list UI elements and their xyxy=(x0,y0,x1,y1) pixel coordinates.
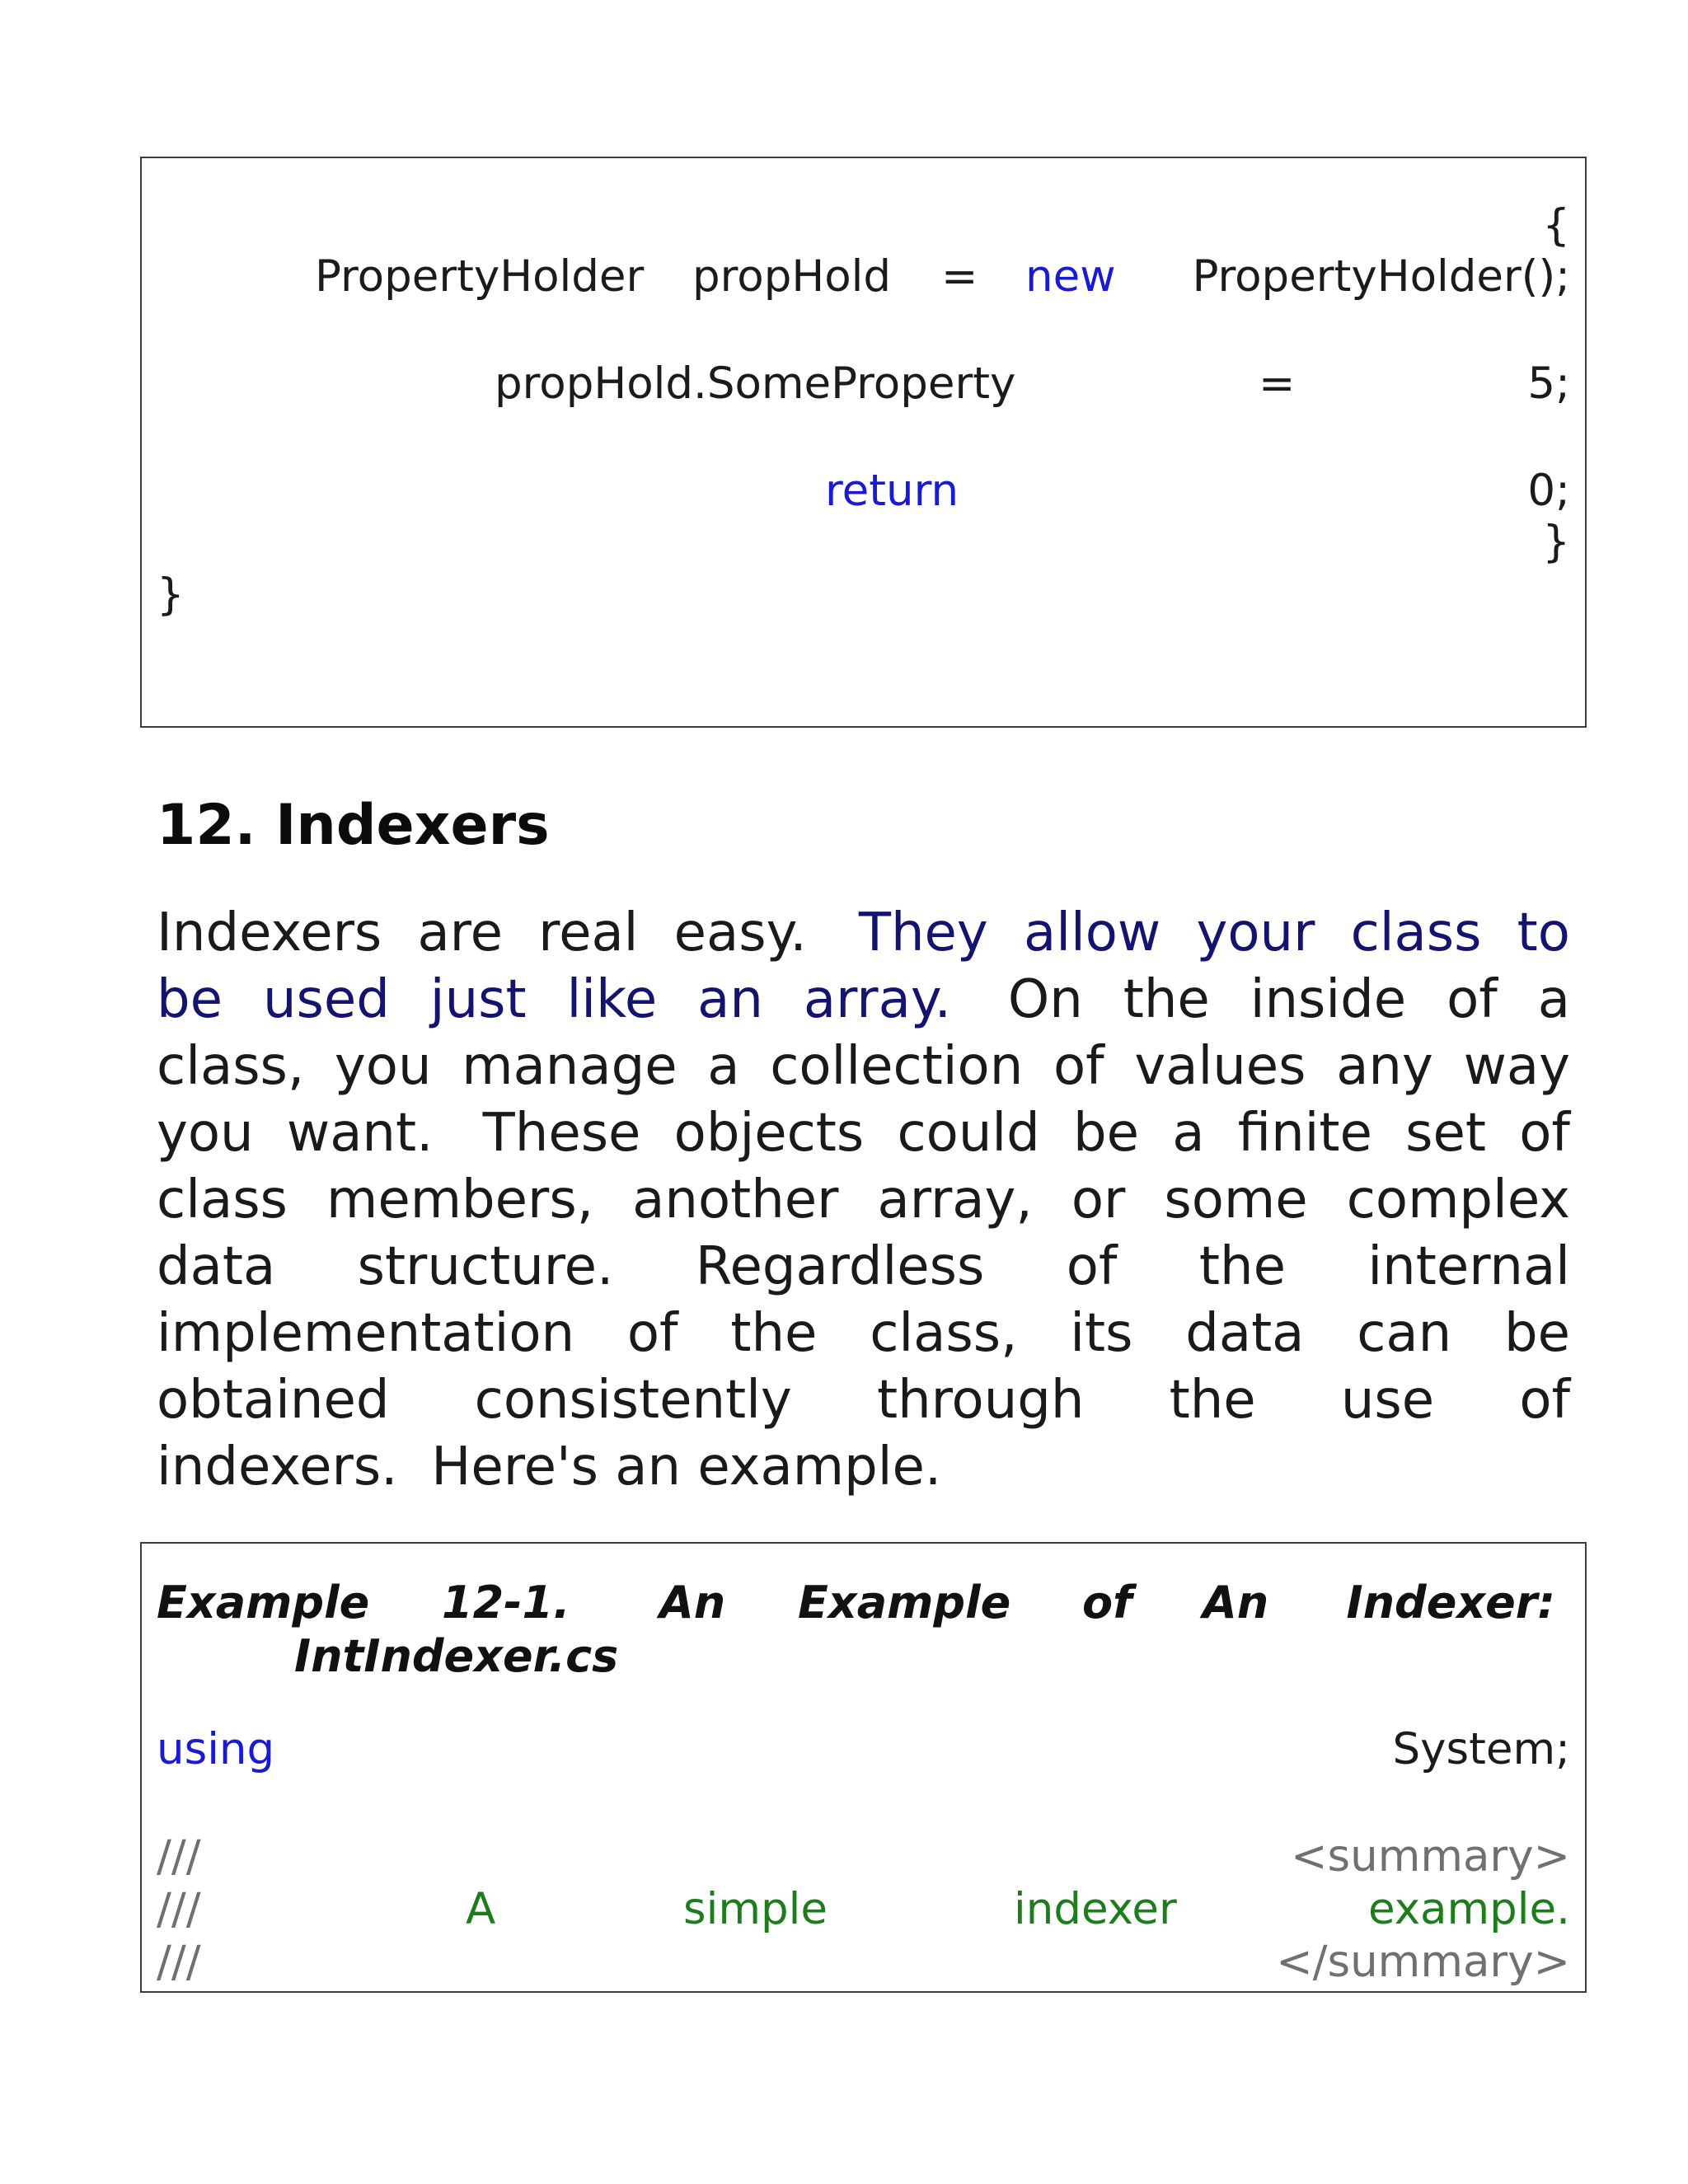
highlighted-word: your xyxy=(1196,902,1315,963)
word: consistently xyxy=(474,1370,792,1431)
example-filename: IntIndexer.cs xyxy=(294,1630,619,1682)
highlighted-word: allow xyxy=(1023,902,1161,963)
highlighted-word: class xyxy=(1350,902,1482,963)
code-keyword: using xyxy=(157,1724,275,1774)
word: could xyxy=(897,1103,1040,1164)
word: indexers. Here's an example. xyxy=(157,1436,942,1497)
example-title-word: Indexer: xyxy=(1346,1577,1555,1629)
code-box-indexer-example xyxy=(140,1542,1587,1993)
code-comment-text: simple xyxy=(683,1884,828,1934)
word: On xyxy=(1007,969,1083,1030)
example-title-word: Example xyxy=(798,1577,1011,1629)
example-title-word: An xyxy=(659,1577,726,1629)
word: manage xyxy=(462,1036,678,1097)
word: obtained xyxy=(157,1370,390,1431)
word: of xyxy=(626,1303,678,1364)
word: way xyxy=(1463,1036,1570,1097)
word: of xyxy=(1519,1370,1570,1431)
word: some xyxy=(1164,1169,1308,1230)
code-comment-text: A xyxy=(466,1884,496,1934)
word: any xyxy=(1336,1036,1433,1097)
highlighted-word: just xyxy=(429,969,527,1030)
code-token: 0; xyxy=(1527,466,1570,516)
code-open-brace: { xyxy=(1542,200,1570,251)
word: a xyxy=(1172,1103,1205,1164)
word: are xyxy=(417,902,503,963)
paragraph-line xyxy=(157,1033,1570,1100)
word: collection xyxy=(770,1036,1024,1097)
word: array, xyxy=(877,1169,1033,1230)
example-title-word: 12-1. xyxy=(442,1577,570,1629)
paragraph-line xyxy=(157,1434,1570,1501)
paragraph-line xyxy=(157,1234,1570,1301)
paragraph-line xyxy=(157,1100,1570,1167)
example-title-word: of xyxy=(1082,1577,1132,1629)
word: data xyxy=(157,1236,276,1297)
word: of xyxy=(1519,1103,1570,1164)
word: be xyxy=(1073,1103,1140,1164)
code-token: PropertyHolder(); xyxy=(1192,251,1570,302)
word: you xyxy=(157,1103,254,1164)
highlighted-word: They xyxy=(858,902,988,963)
paragraph-line xyxy=(157,1167,1570,1234)
word: inside xyxy=(1250,969,1407,1030)
word: of xyxy=(1447,969,1498,1030)
word: class, xyxy=(870,1303,1018,1364)
word: real xyxy=(538,902,639,963)
word: set xyxy=(1405,1103,1486,1164)
code-close-brace: } xyxy=(157,569,185,620)
word: members, xyxy=(326,1169,594,1230)
word: internal xyxy=(1367,1236,1570,1297)
code-token: PropertyHolder xyxy=(315,251,645,302)
highlighted-word: used xyxy=(262,969,390,1030)
word: the xyxy=(1198,1236,1286,1297)
word: implementation xyxy=(157,1303,575,1364)
word: values xyxy=(1134,1036,1306,1097)
word: through xyxy=(876,1370,1085,1431)
code-comment-tag: </summary> xyxy=(1276,1937,1570,1987)
word: complex xyxy=(1346,1169,1570,1230)
word: the xyxy=(730,1303,818,1364)
highlighted-word: to xyxy=(1517,902,1570,963)
code-token: System; xyxy=(1392,1724,1570,1774)
code-comment-marker: /// xyxy=(157,1831,201,1882)
paragraph-line xyxy=(157,967,1570,1033)
code-token: propHold xyxy=(692,251,891,302)
code-comment-marker: /// xyxy=(157,1884,201,1934)
word: another xyxy=(632,1169,839,1230)
code-close-brace: } xyxy=(1542,517,1570,567)
example-title-word: Example xyxy=(157,1577,370,1629)
word: of xyxy=(1066,1236,1118,1297)
word: structure. xyxy=(357,1236,614,1297)
section-heading: 12. Indexers xyxy=(157,793,550,858)
code-comment-text: example. xyxy=(1368,1884,1570,1934)
word: be xyxy=(1503,1303,1570,1364)
word: can xyxy=(1357,1303,1452,1364)
word: its xyxy=(1070,1303,1133,1364)
word: want. xyxy=(286,1103,434,1164)
word: use xyxy=(1340,1370,1435,1431)
word: you xyxy=(334,1036,432,1097)
code-box-property-example xyxy=(140,157,1587,728)
word: class xyxy=(157,1169,288,1230)
word: a xyxy=(1537,969,1570,1030)
word: These xyxy=(482,1103,641,1164)
word: data xyxy=(1185,1303,1305,1364)
paragraph-line xyxy=(157,1301,1570,1367)
code-comment-tag: <summary> xyxy=(1291,1831,1570,1882)
highlighted-word: array. xyxy=(803,969,951,1030)
word: Regardless xyxy=(695,1236,985,1297)
code-comment-marker: /// xyxy=(157,1937,201,1987)
code-token: 5; xyxy=(1527,359,1570,409)
code-comment-text: indexer xyxy=(1014,1884,1177,1934)
word: easy. xyxy=(673,902,807,963)
word: Indexers xyxy=(157,902,382,963)
word: the xyxy=(1123,969,1210,1030)
word: finite xyxy=(1237,1103,1372,1164)
word: or xyxy=(1071,1169,1126,1230)
code-token: = xyxy=(941,251,978,302)
highlighted-word: an xyxy=(697,969,763,1030)
paragraph-line xyxy=(157,1367,1570,1434)
paragraph-line xyxy=(157,900,1570,967)
code-token: = xyxy=(1259,359,1296,409)
word: a xyxy=(707,1036,740,1097)
highlighted-word: like xyxy=(566,969,658,1030)
highlighted-word: be xyxy=(157,969,223,1030)
word: the xyxy=(1169,1370,1256,1431)
word: objects xyxy=(673,1103,865,1164)
code-keyword: return xyxy=(825,466,959,516)
example-title-word: An xyxy=(1203,1577,1269,1629)
code-token: propHold.SomeProperty xyxy=(495,359,1016,409)
word: class, xyxy=(157,1036,305,1097)
word: of xyxy=(1053,1036,1104,1097)
code-keyword: new xyxy=(1025,251,1116,302)
